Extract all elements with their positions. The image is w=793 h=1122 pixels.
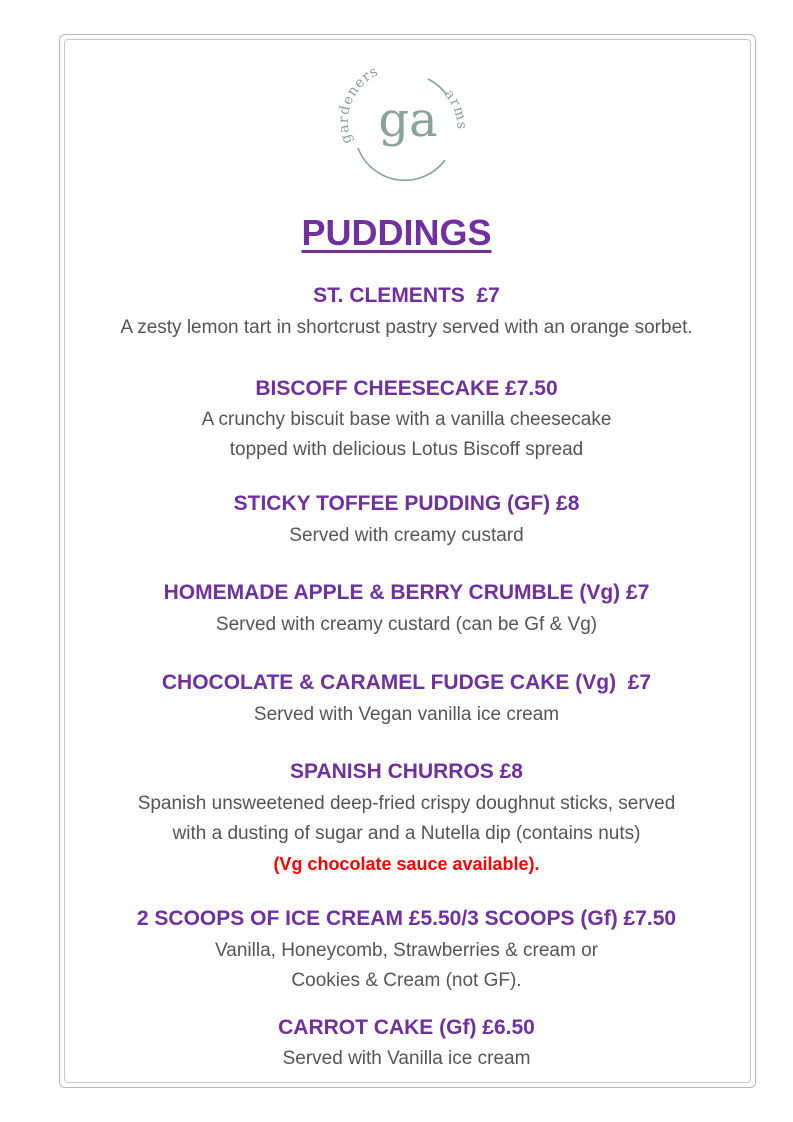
description-line: Cookies & Cream (not GF). [291,970,522,991]
gardeners-arms-logo [332,56,472,196]
description-line: Served with creamy custard (can be Gf & Vg) [215,614,598,635]
description-line: with a dusting of sugar and a Nutella dip (contains nuts) [172,823,641,844]
item-heading: HOMEMADE APPLE & BERRY CRUMBLE (Vg) £7 [163,581,650,604]
description-line: A crunchy biscuit base with a vanilla cheesecake [201,409,612,430]
item-description [60,610,753,640]
description-line: Vanilla, Honeycomb, Strawberries & cream or [215,940,598,961]
description-line: A zesty lemon tart in shortcrust pastry served with an orange sorbet. [120,317,693,338]
logo-arc-top: gardeners [335,63,382,146]
item-description [60,313,753,343]
item-heading: BISCOFF CHEESECAKE £7.50 [255,377,558,400]
description-line: Served with creamy custard [289,525,524,546]
menu-title: PUDDINGS [301,212,492,253]
logo-ring [358,148,445,180]
logo-monogram: ga [378,92,438,148]
item-description [60,936,753,996]
vegan-note: (Vg chocolate sauce available). [273,854,540,874]
item-description [60,1044,753,1074]
item-description [60,700,753,730]
item-description [60,789,753,879]
logo-arc-bottom: arms [440,86,470,131]
item-heading: CARROT CAKE (Gf) £6.50 [278,1016,535,1039]
description-line: Spanish unsweetened deep-fried crispy doughnut sticks, served [137,793,676,814]
item-description [60,521,753,551]
description-line: topped with delicious Lotus Biscoff spread [229,439,584,460]
item-description [60,405,753,465]
item-heading: 2 SCOOPS OF ICE CREAM £5.50/3 SCOOPS (Gf) £7.50 [136,907,677,930]
item-heading: CHOCOLATE & CARAMEL FUDGE CAKE (Vg) £7 [161,671,652,694]
description-line: Served with Vanilla ice cream [282,1048,531,1069]
item-heading: ST. CLEMENTS £7 [313,284,500,307]
description-line: Served with Vegan vanilla ice cream [253,704,560,725]
item-heading: SPANISH CHURROS £8 [290,760,523,783]
item-heading: STICKY TOFFEE PUDDING (GF) £8 [233,492,580,515]
